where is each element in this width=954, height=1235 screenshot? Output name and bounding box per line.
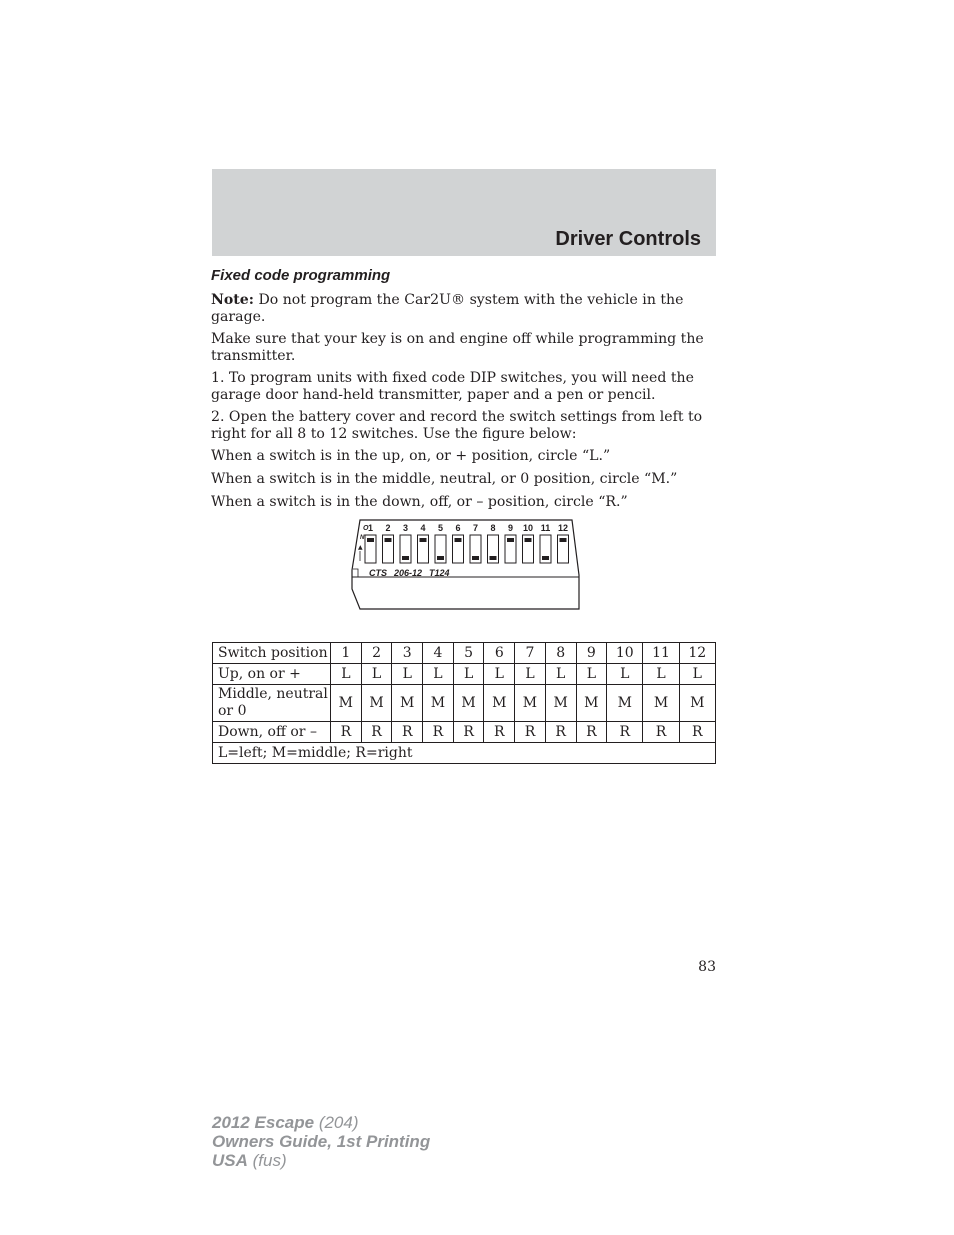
label-brand: CTS <box>369 568 387 578</box>
dip-switch-knob <box>490 556 497 560</box>
label-model: 206-12 <box>394 568 423 578</box>
table-legend: L=left; M=middle; R=right <box>213 743 716 764</box>
table-row <box>213 643 716 664</box>
footer-line-2 <box>212 1132 430 1151</box>
dip-switch-knob <box>542 556 549 560</box>
table-cell: 10 <box>607 643 643 664</box>
paragraph-step-1: 1. To program units with fixed code DIP switches, you will need the garage door hand-held transmitter, paper and a pen or pencil. <box>211 370 694 403</box>
paragraph-key-on: Make sure that your key is on and engine off while programming the transmitter. <box>211 331 704 364</box>
table-row-label: Up, on or + <box>213 664 331 685</box>
table-cell: M <box>515 685 546 722</box>
switch-number-label: 11 <box>540 523 551 533</box>
table-cell: R <box>679 722 715 743</box>
table-cell: R <box>515 722 546 743</box>
note-text: Do not program the Car2U® system with the vehicle in the garage. <box>211 292 684 325</box>
dip-switch-knob <box>560 538 567 542</box>
table-cell: M <box>392 685 423 722</box>
footer-edition: Owners Guide, 1st Printing <box>212 1132 431 1151</box>
dip-switch-figure <box>350 517 582 612</box>
footer <box>212 1113 430 1170</box>
table-cell: 5 <box>453 643 484 664</box>
switch-number-label: 4 <box>420 523 426 533</box>
dip-switch-knob <box>420 538 427 542</box>
dip-switch-knob <box>385 538 392 542</box>
table-cell: L <box>607 664 643 685</box>
switch-number-label: 7 <box>472 523 479 533</box>
page-number: 83 <box>698 959 716 975</box>
table-cell: L <box>453 664 484 685</box>
switch-number-label: 9 <box>507 523 514 533</box>
table-cell: 8 <box>545 643 576 664</box>
table-cell: L <box>331 664 362 685</box>
table-cell: M <box>453 685 484 722</box>
table-cell: R <box>484 722 515 743</box>
table-cell: M <box>643 685 679 722</box>
table-cell: L <box>576 664 607 685</box>
table-cell: M <box>484 685 515 722</box>
table-cell: R <box>361 722 392 743</box>
footer-model-code: (204) <box>314 1113 359 1132</box>
table-cell: L <box>643 664 679 685</box>
arrow-icon: ▲ <box>358 544 363 551</box>
section-header-band <box>212 169 716 256</box>
table-cell: L <box>484 664 515 685</box>
dip-switch-knob <box>472 556 479 560</box>
table-cell: 1 <box>331 643 362 664</box>
table-row-label: Down, off or – <box>213 722 331 743</box>
table-row <box>213 685 716 722</box>
switch-number-label: 10 <box>522 523 534 533</box>
table-cell: L <box>515 664 546 685</box>
switch-number-label: 6 <box>455 523 461 533</box>
side-label-on: N <box>360 535 365 541</box>
table-cell: L <box>361 664 392 685</box>
table-row <box>213 664 716 685</box>
dip-switch-knob <box>525 538 532 542</box>
table-row-label: Switch position <box>213 643 331 664</box>
switch-number-label: 1 <box>367 523 374 533</box>
table-cell: R <box>607 722 643 743</box>
switch-number-label: 3 <box>402 523 409 533</box>
table-cell: 3 <box>392 643 423 664</box>
section-heading: Fixed code programming <box>211 267 391 284</box>
switch-number-label: 8 <box>490 523 496 533</box>
table-cell: R <box>643 722 679 743</box>
footer-line-1 <box>212 1113 430 1132</box>
paragraph-down-rule: When a switch is in the down, off, or – position, circle “R.” <box>211 494 628 510</box>
table-row <box>213 722 716 743</box>
table-row-label: Middle, neutral or 0 <box>213 685 331 722</box>
table-cell: L <box>545 664 576 685</box>
dip-switch-knob <box>455 538 462 542</box>
table-cell: L <box>679 664 715 685</box>
switch-number-label: 5 <box>437 523 444 533</box>
paragraph-up-rule: When a switch is in the up, on, or + position, circle “L.” <box>211 448 611 464</box>
table-cell: 2 <box>361 643 392 664</box>
table-cell: 6 <box>484 643 515 664</box>
table-cell: 11 <box>643 643 679 664</box>
footer-line-3 <box>212 1151 430 1170</box>
footer-market: USA <box>212 1151 248 1170</box>
table-cell: L <box>423 664 454 685</box>
table-cell: M <box>361 685 392 722</box>
table-cell: R <box>331 722 362 743</box>
table-cell: M <box>331 685 362 722</box>
switch-position-table <box>212 642 716 764</box>
table-cell: M <box>679 685 715 722</box>
table-cell: 9 <box>576 643 607 664</box>
paragraph-middle-rule: When a switch is in the middle, neutral, or 0 position, circle “M.” <box>211 471 678 487</box>
table-cell: M <box>423 685 454 722</box>
table-cell: M <box>576 685 607 722</box>
table-cell: R <box>453 722 484 743</box>
dip-switch-knob <box>402 556 409 560</box>
table-cell: M <box>545 685 576 722</box>
paragraph-step-2: 2. Open the battery cover and record the switch settings from left to right for all 8 to 12 switches. Use the figure below: <box>211 409 703 442</box>
footer-model: 2012 Escape <box>212 1113 315 1132</box>
table-cell: R <box>392 722 423 743</box>
side-label-off: O <box>363 525 369 532</box>
footer-market-code: (fus) <box>247 1151 287 1170</box>
note-paragraph <box>211 292 719 326</box>
table-cell: R <box>423 722 454 743</box>
table-cell: R <box>545 722 576 743</box>
table-legend-row <box>213 743 716 764</box>
dip-switch-knob <box>437 556 444 560</box>
main-content <box>211 266 719 517</box>
label-part: T124 <box>429 568 450 578</box>
table-cell: 7 <box>515 643 546 664</box>
table-cell: 4 <box>423 643 454 664</box>
table-cell: M <box>607 685 643 722</box>
table-cell: L <box>392 664 423 685</box>
switch-number-label: 12 <box>557 523 569 533</box>
dip-switch-knob <box>507 538 514 542</box>
section-title: Driver Controls <box>555 228 701 250</box>
table-cell: 12 <box>679 643 715 664</box>
dip-switch-knob <box>367 538 374 542</box>
note-label: Note: <box>211 292 254 308</box>
switch-number-label: 2 <box>385 523 391 533</box>
table-cell: R <box>576 722 607 743</box>
